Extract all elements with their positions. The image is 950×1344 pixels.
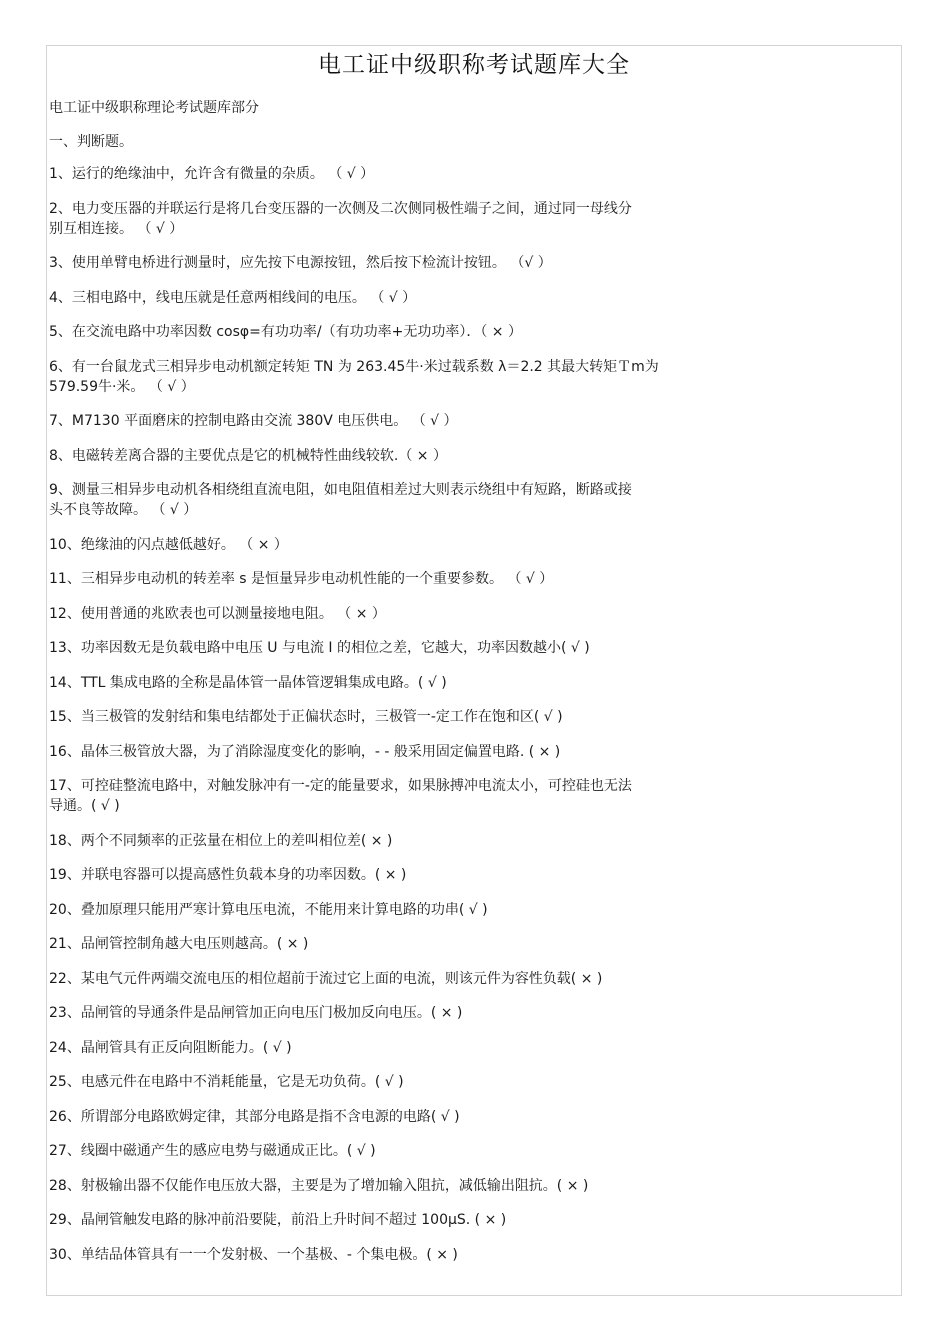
question-item: 16、晶体三极管放大器，为了消除湿度变化的影响，- - 般采用固定偏置电路. ( × ): [49, 743, 561, 760]
question-item: 5、在交流电路中功率因数 cosφ=有功功率/（有功功率+无功功率）．（ × ）: [49, 324, 522, 340]
question-item: 4、三相电路中，线电压就是任意两相线间的电压。 （ √ ）: [49, 289, 417, 306]
question-item: 14、TTL 集成电路的全称是晶体管一晶体管逻辑集成电路。( √ ): [49, 674, 447, 691]
question-item: 19、并联电容器可以提高感性负载本身的功率因数。( × ): [49, 867, 407, 883]
question-item: 30、单结品体管具有一一个发射极、一个基极、- 个集电极。( × ): [49, 1246, 458, 1263]
question-item: 23、品闸管的导通条件是品闸管加正向电压门极加反向电压。( × ): [49, 1005, 463, 1021]
question-item: 9、测量三相异步电动机各相绕组直流电阻，如电阻值相差过大则表示绕组中有短路，断路或接 头不良等故障。 （ √ ）: [49, 482, 632, 518]
question-item: 13、功率因数无是负载电路中电压 U 与电流 I 的相位之差，它越大，功率因数越小( √ ): [49, 640, 590, 656]
question-item: 12、使用普通的兆欧表也可以测量接地电阻。 （ × ）: [49, 605, 386, 622]
question-item: 11、三相异步电动机的转差率 s 是恒量异步电动机性能的一个重要参数。 （ √ ）: [49, 571, 554, 587]
question-item: 21、品闸管控制角越大电压则越高。( × ): [49, 936, 309, 952]
question-item: 28、射极输出器不仅能作电压放大器，主要是为了增加输入阻抗，减低输出阻抗。( × ): [49, 1177, 589, 1194]
question-item: 3、使用单臂电桥进行测量时，应先按下电源按钮，然后按下检流计按钮。 （√ ）: [49, 255, 552, 271]
question-item: 15、当三极管的发射结和集电结都处于正偏状态时，三极管一-定工作在饱和区( √ ): [49, 709, 563, 725]
question-item: 26、所谓部分电路欧姆定律，其部分电路是指不含电源的电路( √ ): [49, 1108, 460, 1125]
question-item: 17、可控硅整流电路中，对触发脉冲有一-定的能量要求，如果脉搏冲电流太小，可控硅也无法 导通。( √ ): [49, 778, 632, 814]
question-item: 6、有一台鼠龙式三相异步电动机额定转矩 TN 为 263.45牛·米过载系数 λ＝2.2 其最大转矩Ｔm为 579.59牛·米。 （ √ ）: [49, 358, 659, 395]
question-item: 8、电磁转差离合器的主要优点是它的机械特性曲线较软.（ × ）: [49, 447, 447, 464]
question-item: 22、某电气元件两端交流电压的相位超前于流过它上面的电流，则该元件为容性负载( × ): [49, 970, 603, 987]
question-item: 25、电感元件在电路中不消耗能量，它是无功负荷。( √ ): [49, 1074, 404, 1090]
section-heading: 一、判断题。: [49, 134, 133, 150]
question-item: 2、电力变压器的并联运行是将几台变压器的一次侧及二次侧同极性端子之间，通过同一母线分 别互相连接。 （ √ ）: [49, 200, 632, 237]
question-item: 7、M7130 平面磨床的控制电路由交流 380V 电压供电。 （ √ ）: [49, 413, 458, 429]
question-item: 27、线圈中磁通产生的感应电势与磁通成正比。( √ ): [49, 1143, 376, 1159]
question-item: 20、叠加原理只能用严寒计算电压电流，不能用来计算电路的功串( √ ): [49, 901, 488, 918]
document-title: 电工证中级职称考试题库大全: [318, 52, 630, 78]
question-item: 29、晶闸管触发电路的脉冲前沿要陡，前沿上升时间不超过 100μS. ( × ): [49, 1212, 507, 1228]
question-list: [49, 164, 709, 1265]
question-item: 18、两个不同频率的正弦量在相位上的差叫相位差( × ): [49, 832, 393, 849]
question-item: 10、绝缘油的闪点越低越好。 （ × ）: [49, 536, 288, 553]
document-subtitle: 电工证中级职称理论考试题库部分: [49, 100, 259, 116]
question-item: 24、晶闸管具有正反向阻断能力。( √ ): [49, 1039, 292, 1056]
document-body: [49, 97, 709, 1265]
question-item: 1、运行的绝缘油中，允许含有微量的杂质。 （ √ ）: [49, 166, 375, 182]
